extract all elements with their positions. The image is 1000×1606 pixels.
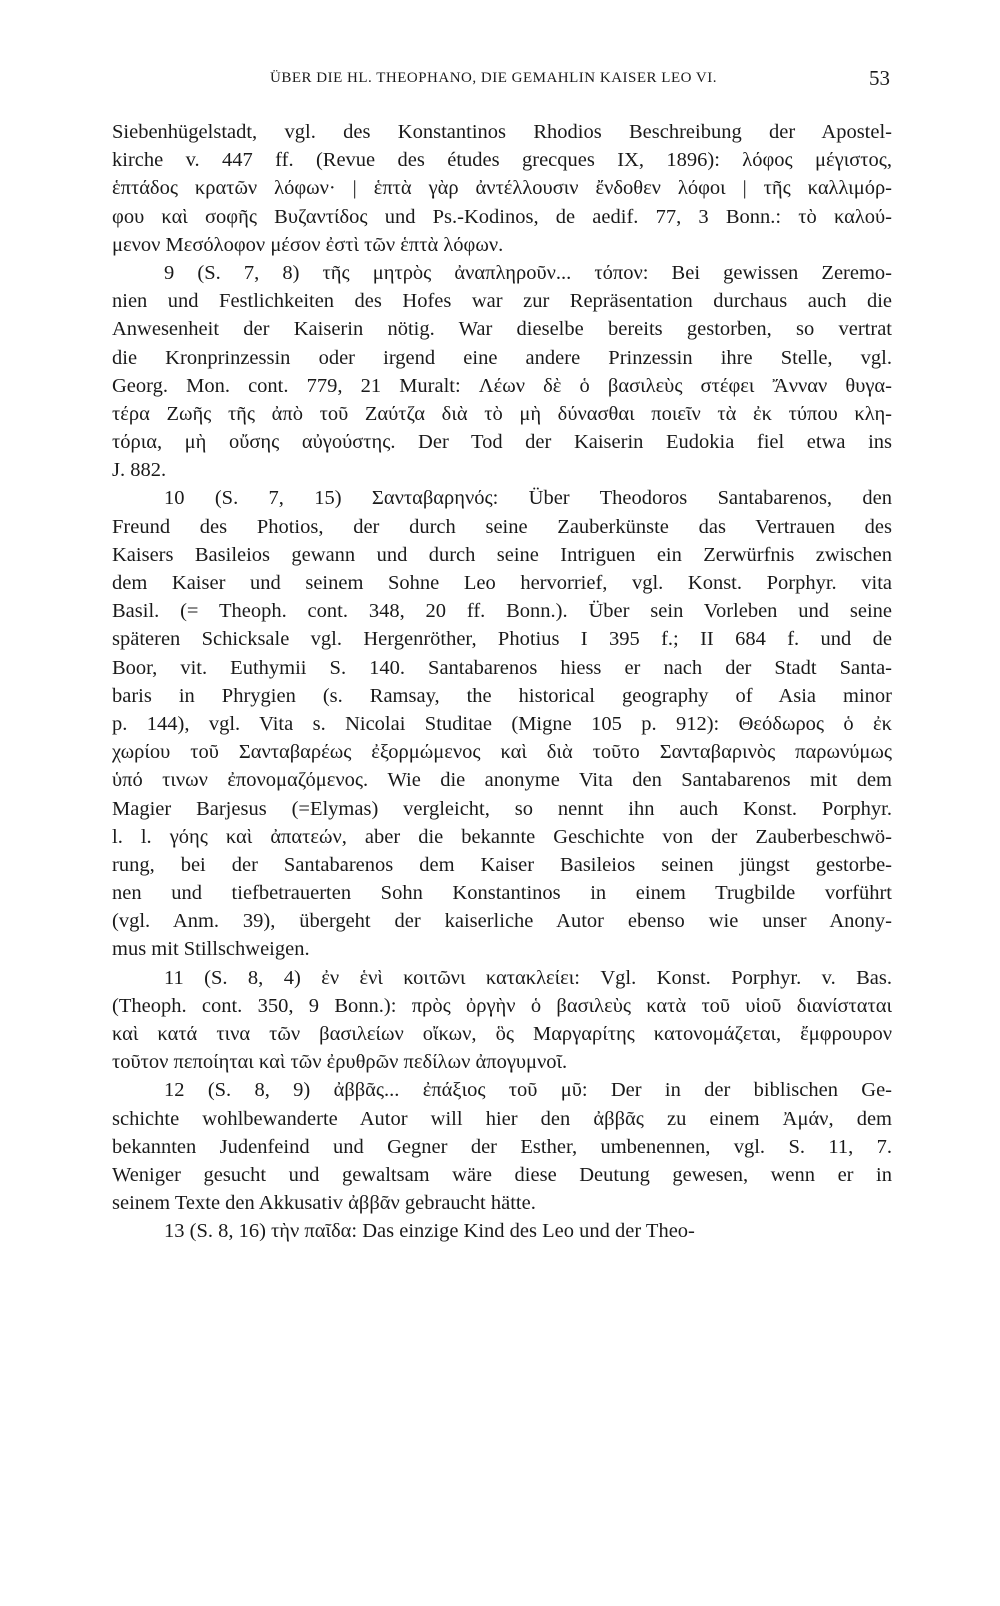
text-line: bekannten Judenfeind und Gegner der Esther, umbenennen, vgl. S. 11, 7. [112, 1135, 892, 1158]
text-line: φου καὶ σοφῆς Βυζαντίδος und Ps.-Kodinos, de aedif. 77, 3 Bonn.: τὸ καλού- [112, 205, 892, 228]
text-line: J. 882. [112, 459, 167, 482]
text-line: καὶ κατά τινα τῶν βασιλείων οἴκων, ὃς Μαργαρίτης κατονομάζεται, ἔμφρουρον [112, 1023, 892, 1045]
text-line: Basil. (= Theoph. cont. 348, 20 ff. Bonn.). Über sein Vorleben und seine [112, 600, 892, 623]
text-line: 11 (S. 8, 4) ἐν ἑνὶ κοιτῶνι κατακλείει: Vgl. Konst. Porphyr. v. Bas. [164, 966, 892, 989]
text-line: Kaisers Basileios gewann und durch seine Intriguen ein Zerwürfnis zwischen [112, 543, 892, 566]
text-line: 12 (S. 8, 9) ἀββᾶς... ἐπάξιος τοῦ μῦ: Der in der biblischen Ge- [164, 1079, 892, 1102]
text-line: rung, bei der Santabarenos dem Kaiser Basileios seinen jüngst gestorbe- [112, 853, 892, 876]
text-line: Boor, vit. Euthymii S. 140. Santabarenos hiess er nach der Stadt Santa- [112, 656, 892, 679]
text-line: dem Kaiser und seinem Sohne Leo hervorrief, vgl. Konst. Porphyr. vita [112, 572, 892, 594]
page-number: 53 [869, 66, 890, 90]
text-line: μενον Μεσόλοφον μέσον ἐστὶ τῶν ἑπτὰ λόφων. [112, 233, 504, 256]
text-line: Georg. Mon. cont. 779, 21 Muralt: Λέων δὲ ὁ βασιλεὺς στέφει Ἄνναν θυγα- [112, 374, 892, 397]
paragraph [112, 118, 892, 259]
text-line: 10 (S. 7, 15) Σανταβαρηνός: Über Theodoros Santabarenos, den [164, 487, 892, 510]
text-line: χωρίου τοῦ Σανταβαρέως ἐξορμώμενος καὶ διὰ τοῦτο Σανταβαρινὸς παρωνύμως [112, 741, 892, 764]
paragraph [112, 484, 892, 963]
page-header [110, 66, 890, 96]
paragraph [112, 1076, 892, 1217]
text-line: 9 (S. 7, 8) τῆς μητρὸς ἀναπληροῦν... τόπον: Bei gewissen Zeremo- [164, 261, 892, 284]
text-line: (vgl. Anm. 39), übergeht der kaiserliche Autor ebenso wie unser Anony- [112, 910, 892, 933]
text-line: baris in Phrygien (s. Ramsay, the historical geography of Asia minor [112, 684, 892, 707]
paragraph [112, 1217, 892, 1245]
text-line: schichte wohlbewanderte Autor will hier den ἀββᾶς zu einem Ἀμάν, dem [112, 1107, 892, 1130]
text-line: ἑπτάδος κρατῶν λόφων· | ἑπτὰ γὰρ ἀντέλλουσιν ἔνδοθεν λόφοι | τῆς καλλιμόρ- [112, 177, 892, 200]
text-line: nien und Festlichkeiten des Hofes war zur Repräsentation durchaus auch die [112, 290, 892, 313]
body-text [112, 118, 892, 1246]
text-line: späteren Schicksale vgl. Hergenröther, Photius I 395 f.; II 684 f. und de [112, 628, 892, 651]
text-line: τέρα Ζωῆς τῆς ἀπὸ τοῦ Ζαύτζα διὰ τὸ μὴ δύνασθαι ποιεῖν τὰ ἐκ τύπου κλη- [112, 402, 892, 425]
text-line: 13 (S. 8, 16) τὴν παῖδα: Das einzige Kind des Leo und der Theo- [164, 1220, 695, 1243]
text-line: mus mit Stillschweigen. [112, 938, 310, 961]
text-line: die Kronprinzessin oder irgend eine andere Prinzessin ihre Stelle, vgl. [112, 346, 892, 369]
text-line: p. 144), vgl. Vita s. Nicolai Studitae (Migne 105 p. 912): Θεόδωρος ὁ ἐκ [112, 712, 892, 735]
text-line: Freund des Photios, der durch seine Zauberkünste das Vertrauen des [112, 515, 892, 538]
text-line: (Theoph. cont. 350, 9 Bonn.): πρὸς ὀργὴν ὁ βασιλεὺς κατὰ τοῦ υἱοῦ διανίσταται [112, 994, 892, 1017]
running-head: ÜBER DIE HL. THEOPHANO, DIE GEMAHLIN KAISER LEO VI. [270, 70, 717, 86]
text-line: kirche v. 447 ff. (Revue des études grecques IX, 1896): λόφος μέγιστος, [112, 149, 892, 172]
paragraph [112, 259, 892, 485]
text-line: Anwesenheit der Kaiserin nötig. War dieselbe bereits gestorben, so vertrat [112, 318, 892, 341]
text-line: τοῦτον πεποίηται καὶ τῶν ἐρυθρῶν πεδίλων ἀπογυμνοῖ. [112, 1051, 568, 1074]
text-line: seinem Texte den Akkusativ ἀββᾶν gebraucht hätte. [112, 1192, 536, 1215]
text-line: Magier Barjesus (=Elymas) vergleicht, so nennt ihn auch Konst. Porphyr. [112, 797, 892, 820]
text-line: ὑπό τινων ἐπονομαζόμενος. Wie die anonyme Vita den Santabarenos mit dem [112, 769, 892, 792]
text-line: nen und tiefbetrauerten Sohn Konstantinos in einem Trugbilde vorführt [112, 882, 892, 905]
paragraph [112, 964, 892, 1077]
text-line: τόρια, μὴ οὔσης αὐγούστης. Der Tod der Kaiserin Eudokia fiel etwa ins [112, 431, 892, 454]
text-line: Weniger gesucht und gewaltsam wäre diese Deutung gewesen, wenn er in [112, 1163, 892, 1186]
text-line: l. l. γόης καὶ ἀπατεών, aber die bekannte Geschichte von der Zauberbeschwö- [112, 825, 892, 848]
text-line: Siebenhügelstadt, vgl. des Konstantinos Rhodios Beschreibung der Apostel- [112, 121, 892, 143]
